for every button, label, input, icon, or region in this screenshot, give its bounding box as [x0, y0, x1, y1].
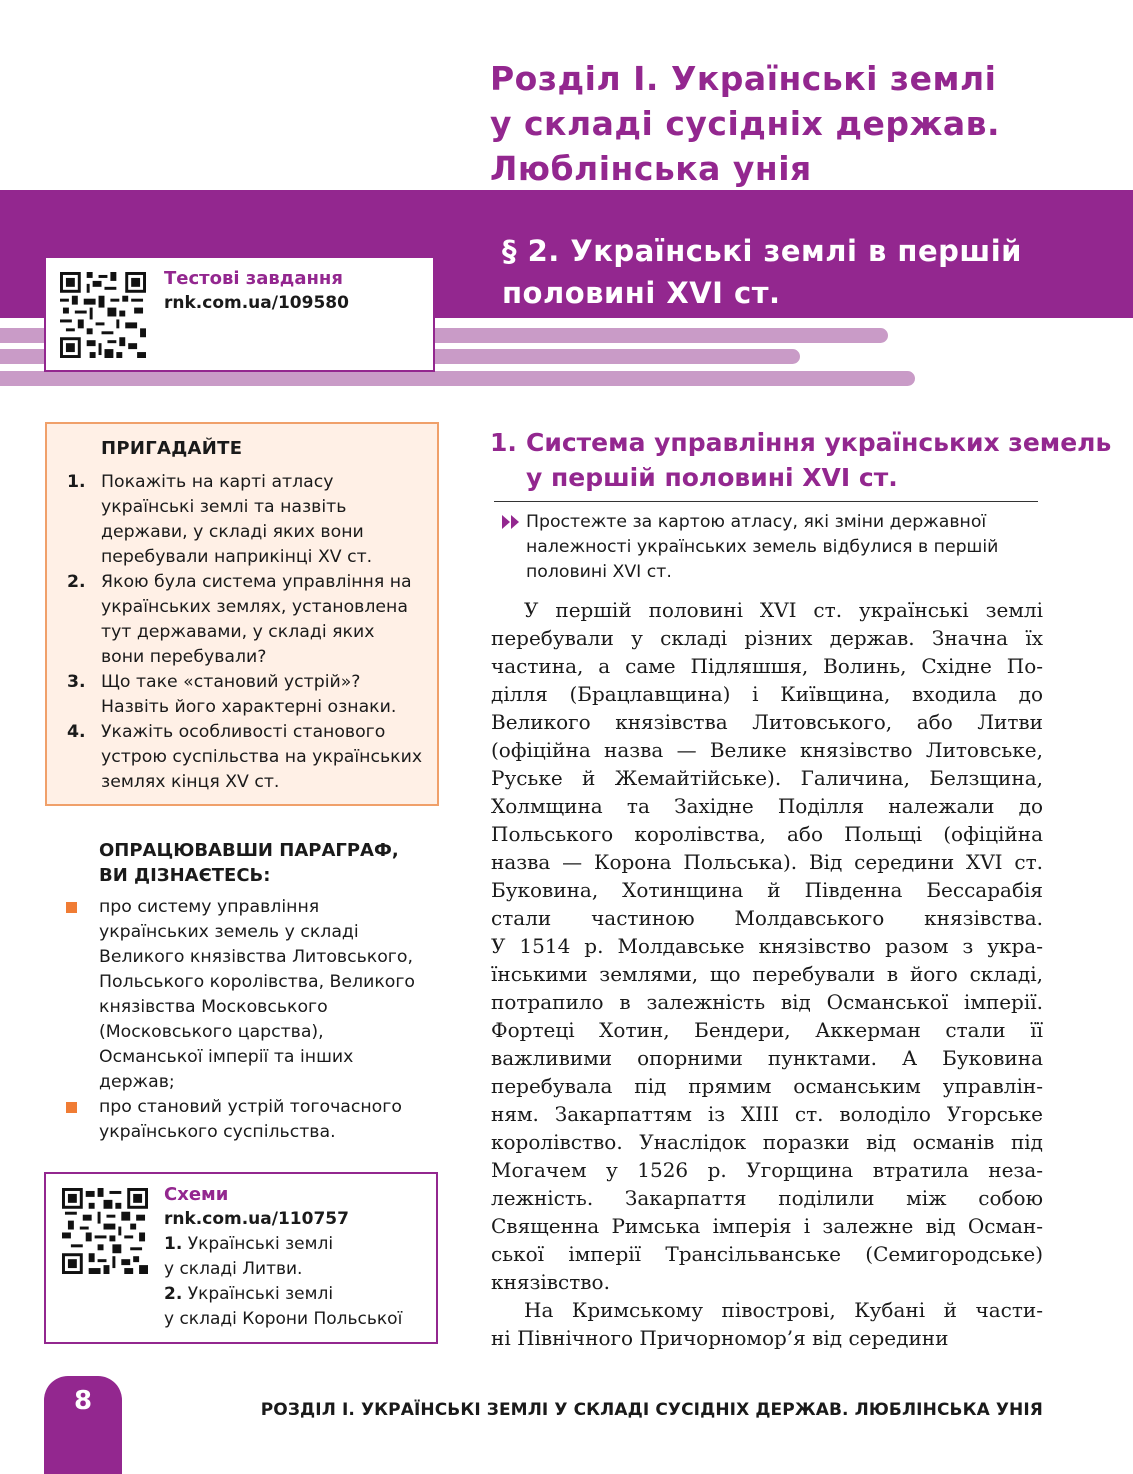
question-line: Укажіть особливості станового [101, 722, 386, 742]
question-item [67, 470, 437, 570]
chapter-title-line: Розділ І. Українські землі [490, 59, 997, 98]
body-line: перебували у складі різних держав. Значна їх [491, 626, 1043, 650]
body-line: (офіційна назва — Велике князівство Литовське, [491, 738, 1043, 762]
goal-line: (Московського царства), [99, 1022, 324, 1042]
heading-line: ОПРАЦЮВАВШИ ПАРАГРАФ, [99, 840, 399, 861]
scheme-line: у складі Корони Польської [164, 1309, 403, 1329]
learning-goals-heading [66, 838, 446, 888]
goal-line: Великого князівства Литовського, [99, 947, 413, 967]
question-line: Що таке «становий устрій»? [101, 672, 361, 692]
question-item [67, 570, 437, 670]
schemes-qr-box[interactable] [44, 1172, 438, 1344]
goal-line: про систему управління [99, 897, 320, 917]
body-text [491, 596, 1043, 1352]
qr-code-icon [62, 1188, 148, 1274]
question-line: Покажіть на карті атласу [101, 472, 334, 492]
goal-line: Польського королівства, Великого [99, 972, 415, 992]
task-line: Простежте за картою атласу, які зміни державної [526, 512, 987, 532]
body-line: Польського королівства, або Польщі (офіційна [491, 822, 1043, 846]
chapter-title [490, 56, 1110, 191]
double-arrow-icon [502, 515, 520, 529]
qr-code-icon [60, 272, 146, 358]
question-line: землях кінця XV ст. [101, 772, 280, 792]
question-number: 2. [67, 572, 86, 592]
question-number: 3. [67, 672, 86, 692]
body-line: лежність. Закарпаття поділили між собою [491, 1186, 1043, 1210]
question-line: держави, у складі яких вони [101, 522, 364, 542]
chapter-title-line: Люблінська унія [490, 149, 812, 188]
body-line: Великого князівства Литовського, або Литви [491, 710, 1043, 734]
section-title-line: у першій половині XVI ст. [526, 463, 898, 492]
test-title: Тестові завдання [164, 268, 343, 289]
heading-line: ВИ ДІЗНАЄТЕСЬ: [99, 865, 271, 886]
chapter-title-line: у складі сусідніх держав. [490, 104, 1001, 143]
question-number: 1. [67, 472, 86, 492]
page-number: 8 [73, 1386, 93, 1416]
goal-line: держав; [99, 1072, 175, 1092]
body-line: ні Північного Причорномор’я від середини [491, 1326, 949, 1350]
section-title-line: Система управління українських земель [526, 428, 1112, 457]
question-line: українських землях, установлена [101, 597, 408, 617]
goal-line: князівства Московського [99, 997, 328, 1017]
question-number: 4. [67, 722, 86, 742]
body-line: У першій половині XVI ст. українські землі [524, 598, 1043, 622]
paragraph-title-line: половині XVI ст. [502, 276, 781, 310]
body-line: частина, а саме Підляшшя, Волинь, Східне По- [491, 654, 1043, 678]
goal-line: про становий устрій тогочасного [99, 1097, 402, 1117]
section-title [490, 425, 1112, 495]
task-line: половині XVI ст. [526, 562, 672, 582]
goal-line: українського суспільства. [99, 1122, 336, 1142]
body-line: їнськими землями, що перебували в його складі, [491, 962, 1043, 986]
scheme-line: Українські землі [187, 1284, 334, 1304]
body-line: стали частиною Молдавського князівства. [491, 906, 1043, 930]
goal-item [66, 895, 446, 1095]
question-item [67, 670, 437, 720]
body-line: королівство. Унаслідок поразки від османів під [491, 1130, 1043, 1154]
square-bullet-icon [66, 1102, 77, 1113]
square-bullet-icon [66, 902, 77, 913]
body-line: князівство. [491, 1270, 610, 1294]
body-line: ням. Закарпаттям із XIII ст. володіло Угорське [491, 1102, 1043, 1126]
question-line: Назвіть його характерні ознаки. [101, 697, 397, 717]
body-line: потрапило в залежність від Османської імперії. [491, 990, 1043, 1014]
scheme-line: Українські землі [187, 1234, 334, 1254]
question-line: тут державами, у складі яких [101, 622, 375, 642]
question-line: вони перебували? [101, 647, 267, 667]
body-line: ділля (Брацлавщина) і Київщина, входила до [491, 682, 1043, 706]
goal-item [66, 1095, 446, 1145]
body-line: Буковина, Хотинщина й Південна Бессарабія [491, 878, 1043, 902]
question-list [67, 470, 437, 795]
scheme-line: у складі Литви. [164, 1259, 303, 1279]
body-line: ської імперії Трансільванське (Семигородське) [491, 1242, 1043, 1266]
scheme-item [164, 1232, 402, 1257]
question-item [67, 720, 437, 795]
question-line: устрою суспільства на українських [101, 747, 423, 767]
body-line: Священна Римська імперія і залежне від Осман- [491, 1214, 1043, 1238]
question-line: Якою була система управління на [101, 572, 412, 592]
running-title: РОЗДІЛ І. УКРАЇНСЬКІ ЗЕМЛІ У СКЛАДІ СУСІДНІХ ДЕРЖАВ. ЛЮБЛІНСЬКА УНІЯ [260, 1400, 1043, 1420]
goal-line: українських земель у складі [99, 922, 359, 942]
body-line: назва — Корона Польська). Від середини XVI ст. [491, 850, 1043, 874]
schemes-title: Схеми [164, 1184, 229, 1205]
scheme-item [164, 1282, 402, 1307]
paragraph-title [502, 230, 1122, 314]
body-line: Фортеці Хотин, Бендери, Аккерман стали її [491, 1018, 1043, 1042]
body-line: Руське й Жемайтійське). Галичина, Белзщина, [491, 766, 1043, 790]
body-line: перебувала під прямим османським управлін- [491, 1074, 1043, 1098]
question-line: перебували наприкінці XV ст. [101, 547, 373, 567]
section-number: 1. [490, 428, 517, 457]
test-qr-box[interactable] [44, 256, 435, 372]
learning-goals [66, 838, 446, 1145]
section-divider [494, 501, 1038, 502]
body-line: важливими опорними пунктами. А Буковина [491, 1046, 1043, 1070]
remember-heading: ПРИГАДАЙТЕ [101, 438, 243, 459]
map-task [502, 510, 1042, 585]
remember-box [45, 422, 439, 806]
test-link[interactable]: rnk.com.ua/109580 [164, 293, 349, 313]
question-line: українські землі та назвіть [101, 497, 347, 517]
schemes-link[interactable]: rnk.com.ua/110757 [164, 1209, 349, 1229]
goals-list [66, 895, 446, 1145]
goal-line: Османської імперії та інших [99, 1047, 354, 1067]
page-number-tab [44, 1376, 122, 1474]
decor-stripe [0, 371, 915, 386]
body-line: Могачем у 1526 р. Угорщина втратила неза- [491, 1158, 1043, 1182]
scheme-number: 2. [164, 1284, 183, 1304]
paragraph-title-line: § 2. Українські землі в першій [502, 234, 1022, 268]
body-line: Холмщина та Західне Поділля належали до [491, 794, 1043, 818]
scheme-number: 1. [164, 1234, 183, 1254]
task-line: належності українських земель відбулися в першій [526, 537, 999, 557]
body-line: На Кримському півострові, Кубані й части- [524, 1298, 1043, 1322]
body-line: У 1514 р. Молдавське князівство разом з укра- [491, 934, 1043, 958]
